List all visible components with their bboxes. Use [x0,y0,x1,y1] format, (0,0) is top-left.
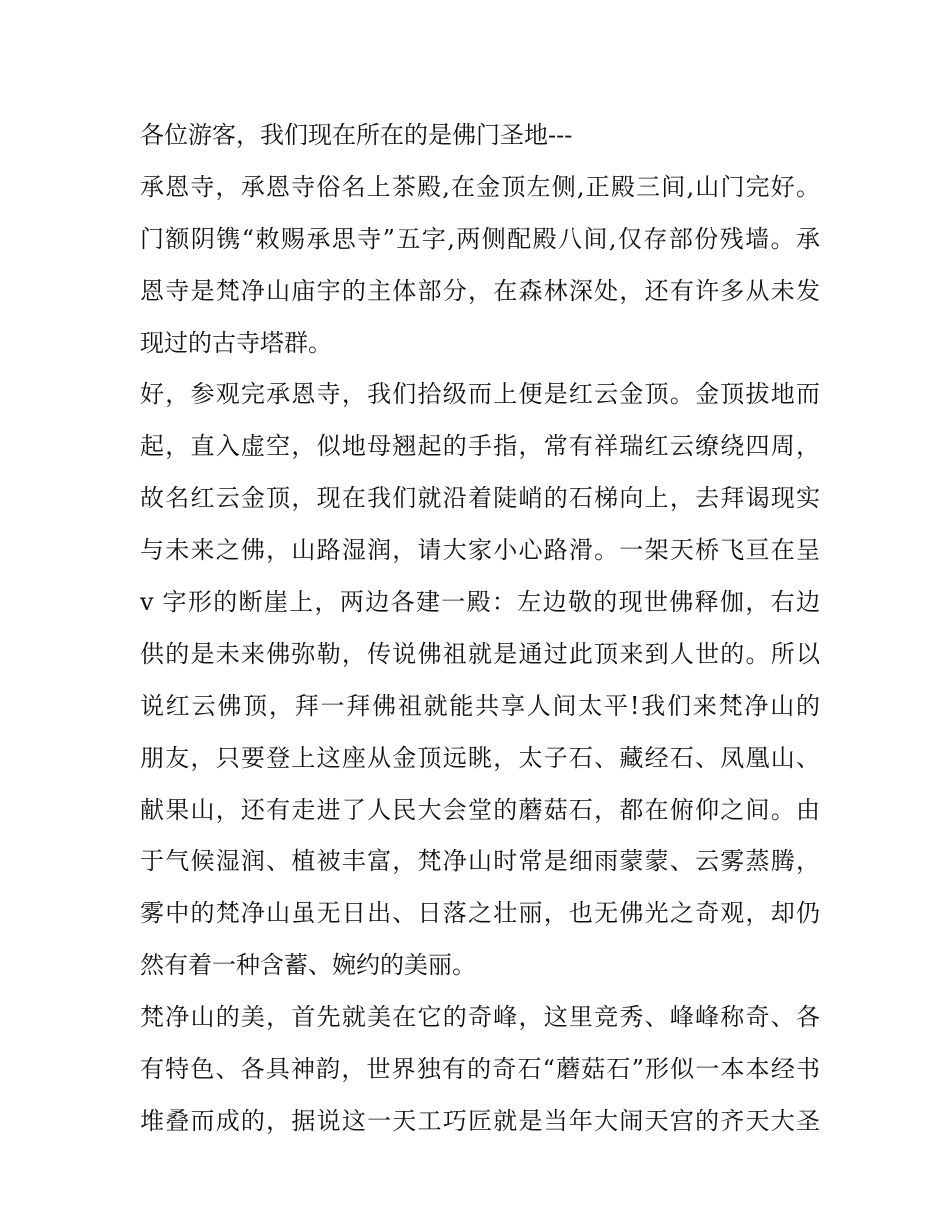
text-line: 承恩寺，承恩寺俗名上茶殿,在金顶左侧,正殿三间,山门完好。 [140,172,820,201]
document-body [140,110,820,1148]
text-line: 堆叠而成的，据说这一天工巧匠就是当年大闹天宫的齐天大圣 [140,1106,820,1135]
text-line: 门额阴镌“敕赐承思寺”五字,两侧配殿八间,仅存部份残墙。承 [140,224,820,253]
text-line: 然有着一种含蓄、婉约的美丽。 [140,951,476,980]
text-line: 雾中的梵净山虽无日出、日落之壮丽，也无佛光之奇观，却仍 [140,899,820,928]
text-line: 起，直入虚空，似地母翘起的手指，常有祥瑞红云缭绕四周， [140,432,820,461]
text-line: 好，参观完承恩寺，我们拾级而上便是红云金顶。金顶拔地而 [140,380,820,409]
text-line: 各位游客，我们现在所在的是佛门圣地--- [140,121,573,149]
text-line: 献果山，还有走进了人民大会堂的蘑菇石，都在俯仰之间。由 [140,795,820,824]
text-line: 于气候湿润、植被丰富，梵净山时常是细雨蒙蒙、云雾蒸腾， [140,847,820,876]
text-line: 供的是未来佛弥勒，传说佛祖就是通过此顶来到人世的。所以 [140,639,820,668]
text-line: 说红云佛顶，拜一拜佛祖就能共享人间太平!我们来梵净山的 [140,691,820,720]
text-line: v 字形的断崖上，两边各建一殿：左边敬的现世佛释伽，右边 [140,588,820,617]
text-line: 恩寺是梵净山庙宇的主体部分，在森林深处，还有许多从未发 [140,276,820,305]
text-line: 梵净山的美，首先就美在它的奇峰，这里竞秀、峰峰称奇、各 [140,1003,820,1032]
text-line: 朋友，只要登上这座从金顶远眺，太子石、藏经石、凤凰山、 [140,743,820,772]
text-line: 与未来之佛，山路湿润，请大家小心路滑。一架天桥飞亘在呈 [140,536,820,565]
text-line: 现过的古寺塔群。 [140,328,332,357]
text-line: 有特色、各具神韵，世界独有的奇石“蘑菇石”形似一本本经书 [140,1055,820,1084]
text-line: 故名红云金顶，现在我们就沿着陡峭的石梯向上，去拜谒现实 [140,484,820,513]
